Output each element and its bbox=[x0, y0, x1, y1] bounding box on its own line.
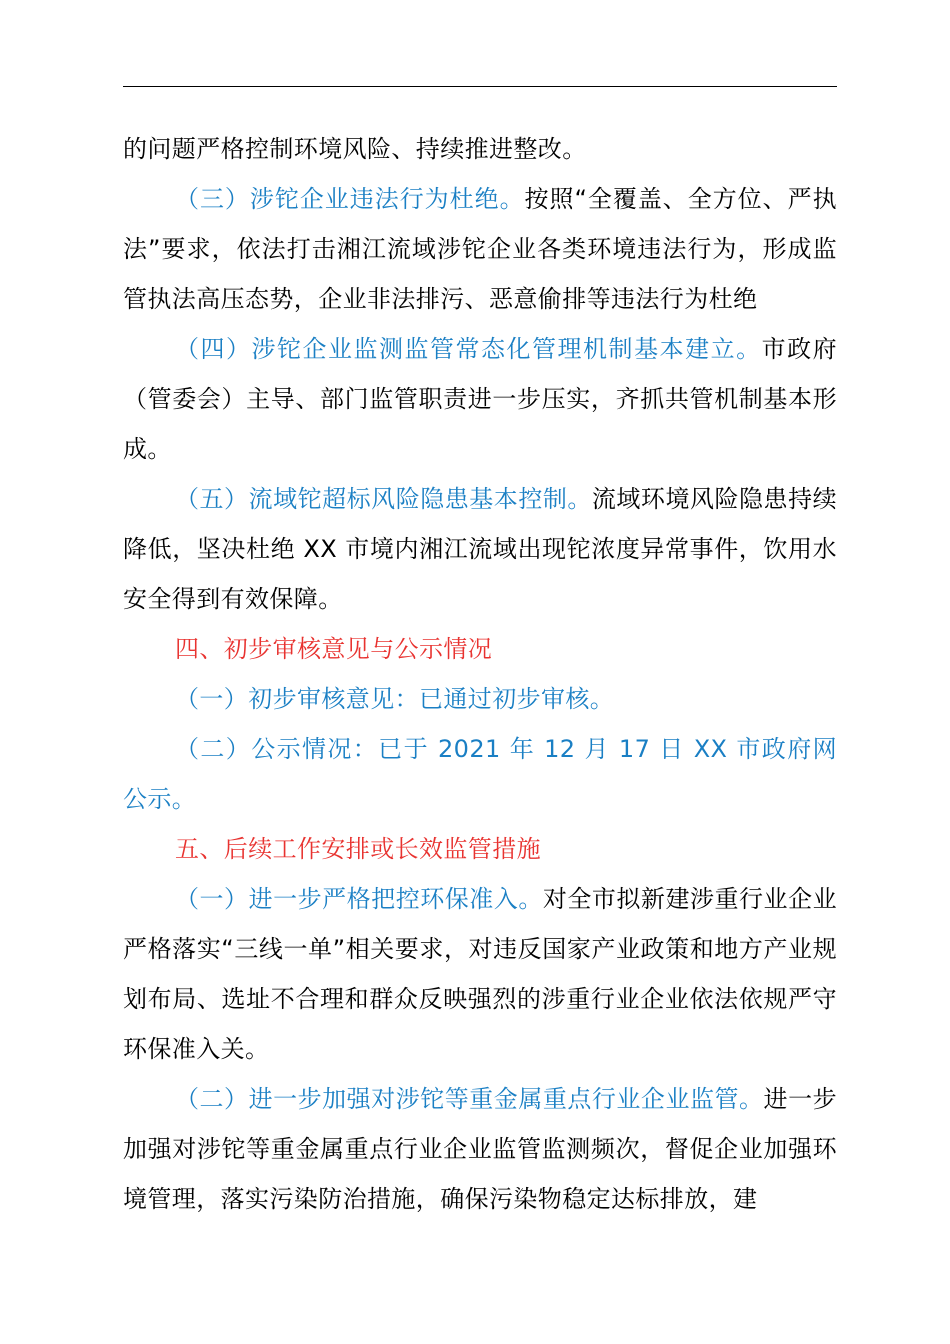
subheading-target-4: （四）涉铊企业监测监管常态化管理机制基本建立。 bbox=[175, 335, 762, 363]
paragraph-text: 流域环境风险隐患持续降低，坚决杜绝 XX 市境内湘江流域出现铊浓度异常事件，饮用水安全得到有效保障。 bbox=[123, 485, 837, 613]
document-body bbox=[123, 124, 837, 1224]
paragraph-target-4 bbox=[123, 324, 837, 474]
paragraph-target-3 bbox=[123, 174, 837, 324]
paragraph-text: 进一步加强对涉铊等重金属重点行业企业监管监测频次，督促企业加强环境管理，落实污染防治措施，确保污染物稳定达标排放，建 bbox=[123, 1085, 837, 1213]
paragraph-continuation bbox=[123, 124, 837, 174]
subheading-measure-1: （一）进一步严格把控环保准入。 bbox=[175, 885, 543, 913]
subheading-target-5: （五）流域铊超标风险隐患基本控制。 bbox=[175, 485, 592, 513]
paragraph-measure-1 bbox=[123, 874, 837, 1074]
paragraph-text: 市政府（管委会）主导、部门监管职责进一步压实，齐抓共管机制基本形成。 bbox=[123, 335, 838, 463]
section-heading-5: 五、后续工作安排或长效监管措施 bbox=[175, 835, 541, 863]
section-heading-4: 四、初步审核意见与公示情况 bbox=[175, 635, 493, 663]
paragraph-target-5 bbox=[123, 474, 837, 624]
publicity-status: （二）公示情况：已于 2021 年 12 月 17 日 XX 市政府网公示。 bbox=[123, 735, 837, 813]
header-rule bbox=[123, 86, 837, 87]
paragraph-text: 对全市拟新建涉重行业企业严格落实“三线一单”相关要求，对违反国家产业政策和地方产业规划布局、选址不合理和群众反映强烈的涉重行业企业依法依规严守环保准入关。 bbox=[123, 885, 837, 1063]
subheading-target-3: （三）涉铊企业违法行为杜绝。 bbox=[175, 185, 525, 213]
paragraph-text: 按照“全覆盖、全方位、严执法”要求，依法打击湘江流域涉铊企业各类环境违法行为，形成监管执法高压态势，企业非法排污、恶意偷排等违法行为杜绝 bbox=[123, 185, 837, 313]
review-opinion: （一）初步审核意见：已通过初步审核。 bbox=[175, 685, 615, 713]
subheading-measure-2: （二）进一步加强对涉铊等重金属重点行业企业监管。 bbox=[175, 1085, 764, 1113]
paragraph-text: 的问题严格控制环境风险、持续推进整改。 bbox=[123, 135, 587, 163]
paragraph-measure-2 bbox=[123, 1074, 837, 1224]
